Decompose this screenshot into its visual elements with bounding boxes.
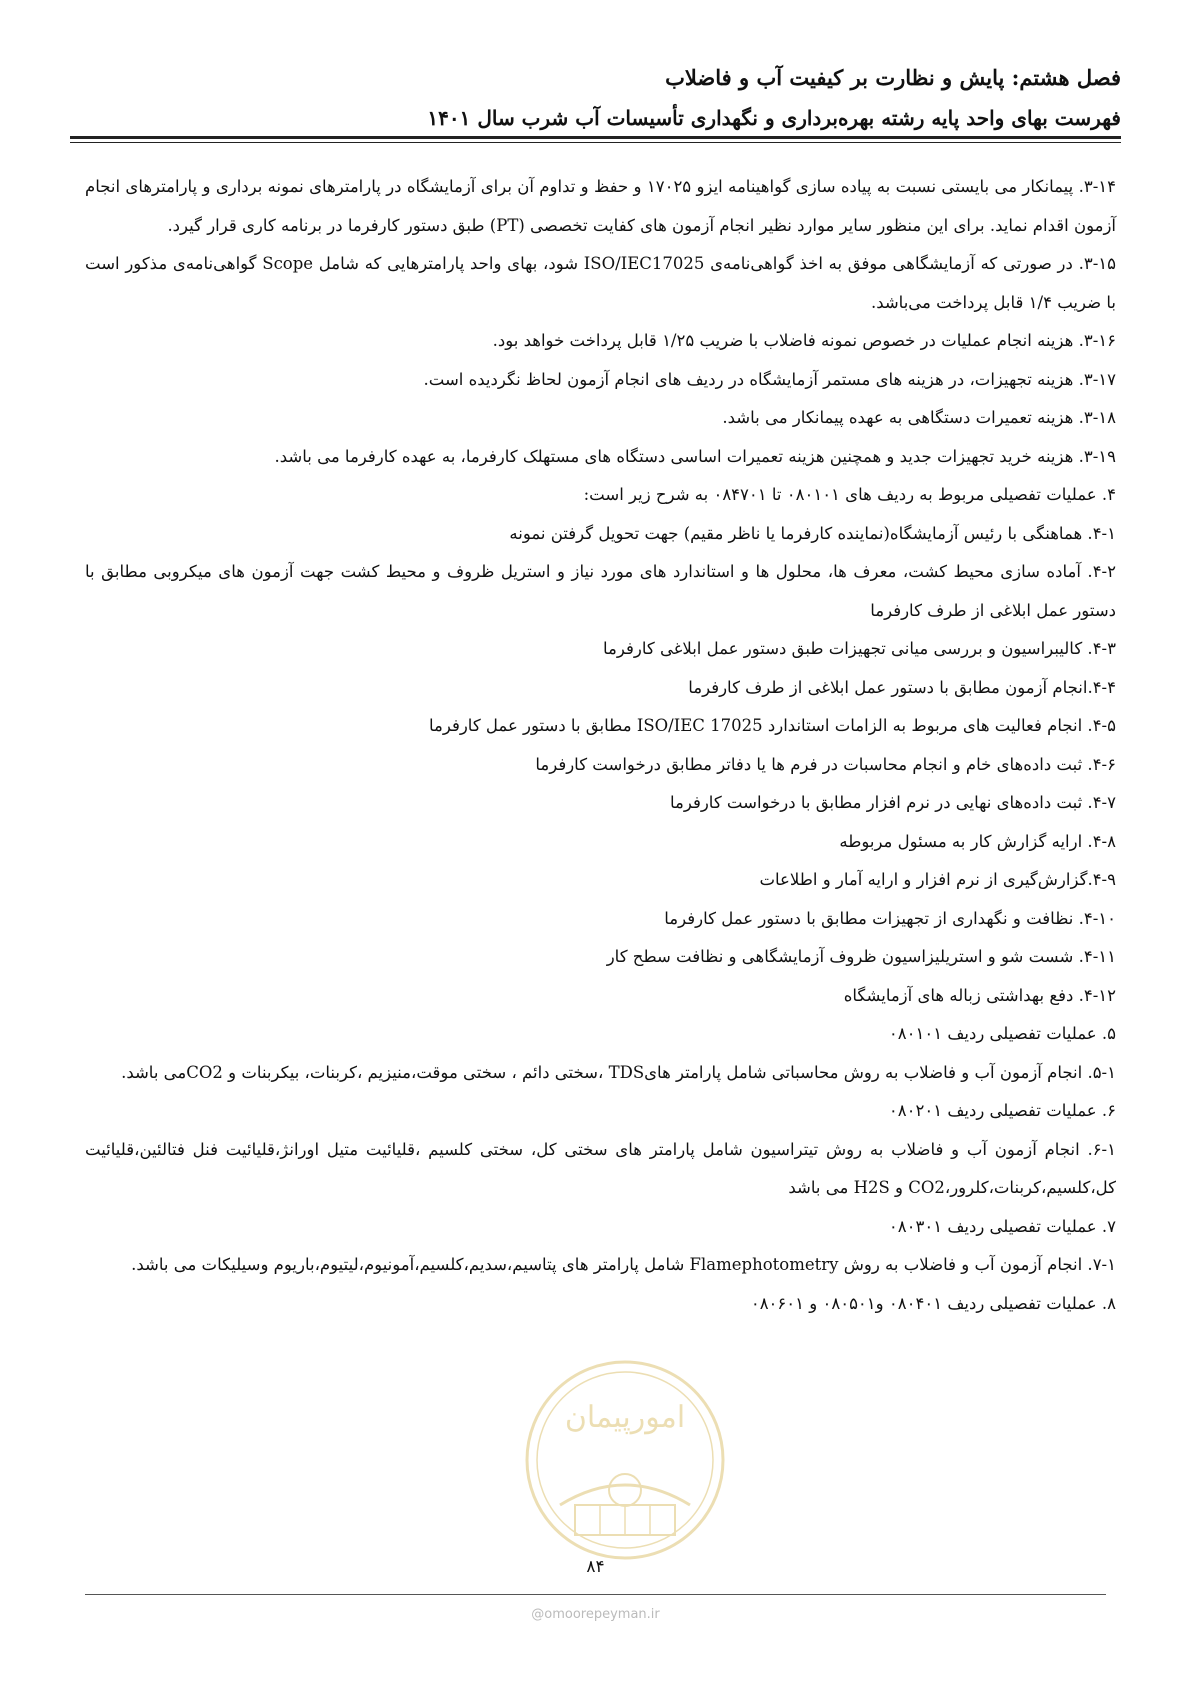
paragraph: ۴-۲. آماده سازی محیط کشت، معرف ها، محلول ها و استاندارد های مورد نیاز و استریل ظروف و محیط کشت جهت آزمون های میکروبی مطابق با دستور عمل ابلاغی از طرف کارفرما [85, 562, 1116, 620]
paragraph: ۵-۱. انجام آزمون آب و فاضلاب به روش محاسباتی شامل پارامتر هایTDS ،سختی دائم ، سختی موقت،منیزیم ،کربنات، بیکربنات و CO2می باشد. [121, 1062, 1116, 1082]
price-list-title: فهرست بهای واحد پایه رشته بهره‌برداری و نگهداری تأسیسات آب شرب سال ۱۴۰۱ [427, 106, 1121, 130]
paragraph: ۴-۱۱. شست شو و استریلیزاسیون ظروف آزمایشگاهی و نظافت سطح کار [606, 947, 1116, 966]
paragraph: ۳-۱۶. هزینه انجام عملیات در خصوص نمونه فاضلاب با ضریب ۱/۲۵ قابل پرداخت خواهد بود. [492, 331, 1116, 350]
paragraph: ۴-۶. ثبت داده‌های خام و انجام محاسبات در فرم ها یا دفاتر مطابق درخواست کارفرما [535, 754, 1116, 774]
paragraph: ۴-۹.گزارش‌گیری از نرم افزار و ارایه آمار و اطلاعات [759, 870, 1116, 889]
paragraph: ۴-۱۲. دفع بهداشتی زباله های آزمایشگاه [843, 985, 1116, 1005]
paragraph: ۴-۵. انجام فعالیت های مربوط به الزامات استاندارد ISO/IEC 17025 مطابق با دستور عمل کارفرما [428, 716, 1116, 735]
paragraph: ۴-۳. کالیبراسیون و بررسی میانی تجهیزات طبق دستور عمل ابلاغی کارفرما [603, 639, 1116, 658]
paragraph: ۳-۱۸. هزینه تعمیرات دستگاهی به عهده پیمانکار می باشد. [722, 408, 1116, 427]
paragraph: ۴. عملیات تفصیلی مربوط به ردیف های ۰۸۰۱۰۱ تا ۰۸۴۷۰۱ به شرح زیر است: [583, 485, 1116, 504]
paragraph: ۴-۱۰. نظافت و نگهداری از تجهیزات مطابق با دستور عمل کارفرما [664, 908, 1116, 928]
paragraph: ۳-۱۴. پیمانکار می بایستی نسبت به پیاده سازی گواهینامه ایزو ۱۷۰۲۵ و حفظ و تداوم آن برای آزمایشگاه در پارامترهای نمونه برداری و پارامترهای انجام آزمون اقدام نماید. برای این منظور سایر موارد نظیر انجام آزمون های کفایت تخصصی (PT) طبق دستور کارفرما در برنامه کاری قرار گیرد. [85, 177, 1116, 235]
paragraph: ۵. عملیات تفصیلی ردیف ۰۸۰۱۰۱ [888, 1024, 1116, 1043]
header-rule-thin [70, 142, 1121, 143]
paragraph: ۴-۸. ارایه گزارش کار به مسئول مربوطه [839, 831, 1116, 851]
header-rule-thick [70, 136, 1121, 139]
paragraph: ۷. عملیات تفصیلی ردیف ۰۸۰۳۰۱ [888, 1216, 1116, 1236]
footer-url: @omoorepeyman.ir [531, 1607, 660, 1622]
paragraph: ۶. عملیات تفصیلی ردیف ۰۸۰۲۰۱ [888, 1101, 1116, 1120]
document-body [85, 168, 1116, 1323]
paragraph: ۴-۱. هماهنگی با رئیس آزمایشگاه(نماینده کارفرما یا ناظر مقیم) جهت تحویل گرفتن نمونه [509, 523, 1116, 543]
paragraph: ۷-۱. انجام آزمون آب و فاضلاب به روش Flamephotometry شامل پارامتر های پتاسیم،سدیم،کلسیم،آمونیوم،لیتیوم،باریوم وسیلیکات می باشد. [131, 1255, 1116, 1274]
page-number: ۸۴ [586, 1557, 605, 1577]
chapter-title: فصل هشتم: پایش و نظارت بر کیفیت آب و فاضلاب [665, 65, 1121, 90]
paragraph: ۳-۱۷. هزینه تجهیزات، در هزینه های مستمر آزمایشگاه در ردیف های انجام آزمون لحاظ نگردیده است. [423, 369, 1116, 389]
footer-rule [85, 1594, 1106, 1595]
paragraph: ۳-۱۵. در صورتی که آزمایشگاهی موفق به اخذ گواهی‌نامه‌ی ISO/IEC17025 شود، بهای واحد پارامترهایی که شامل Scope گواهی‌نامه‌ی مذکور است با ضریب ۱/۴ قابل پرداخت می‌باشد. [85, 254, 1117, 312]
paragraph: ۳-۱۹. هزینه خرید تجهیزات جدید و همچنین هزینه تعمیرات اساسی دستگاه های مستهلک کارفرما، به عهده کارفرما می باشد. [274, 446, 1116, 466]
paragraph: ۶-۱. انجام آزمون آب و فاضلاب به روش تیتراسیون شامل پارامتر های سختی کل، سختی کلسیم ،قلیائیت متیل اورانژ،قلیائیت فنل فتالئین،قلیائیت کل،کلسیم،کربنات،کلرور،CO2 و H2S می باشد [85, 1139, 1116, 1197]
paragraph: ۴-۴.انجام آزمون مطابق با دستور عمل ابلاغی از طرف کارفرما [688, 677, 1116, 697]
page-header [70, 58, 1121, 138]
paragraph: ۸. عملیات تفصیلی ردیف ۰۸۰۴۰۱ و۰۸۰۵۰۱ و ۰۸۰۶۰۱ [750, 1293, 1116, 1313]
watermark-text: امورپیمان [564, 1400, 686, 1435]
omoorepeyman-logo-seal-icon [520, 1355, 730, 1580]
paragraph: ۴-۷. ثبت داده‌های نهایی در نرم افزار مطابق با درخواست کارفرما [669, 793, 1116, 812]
